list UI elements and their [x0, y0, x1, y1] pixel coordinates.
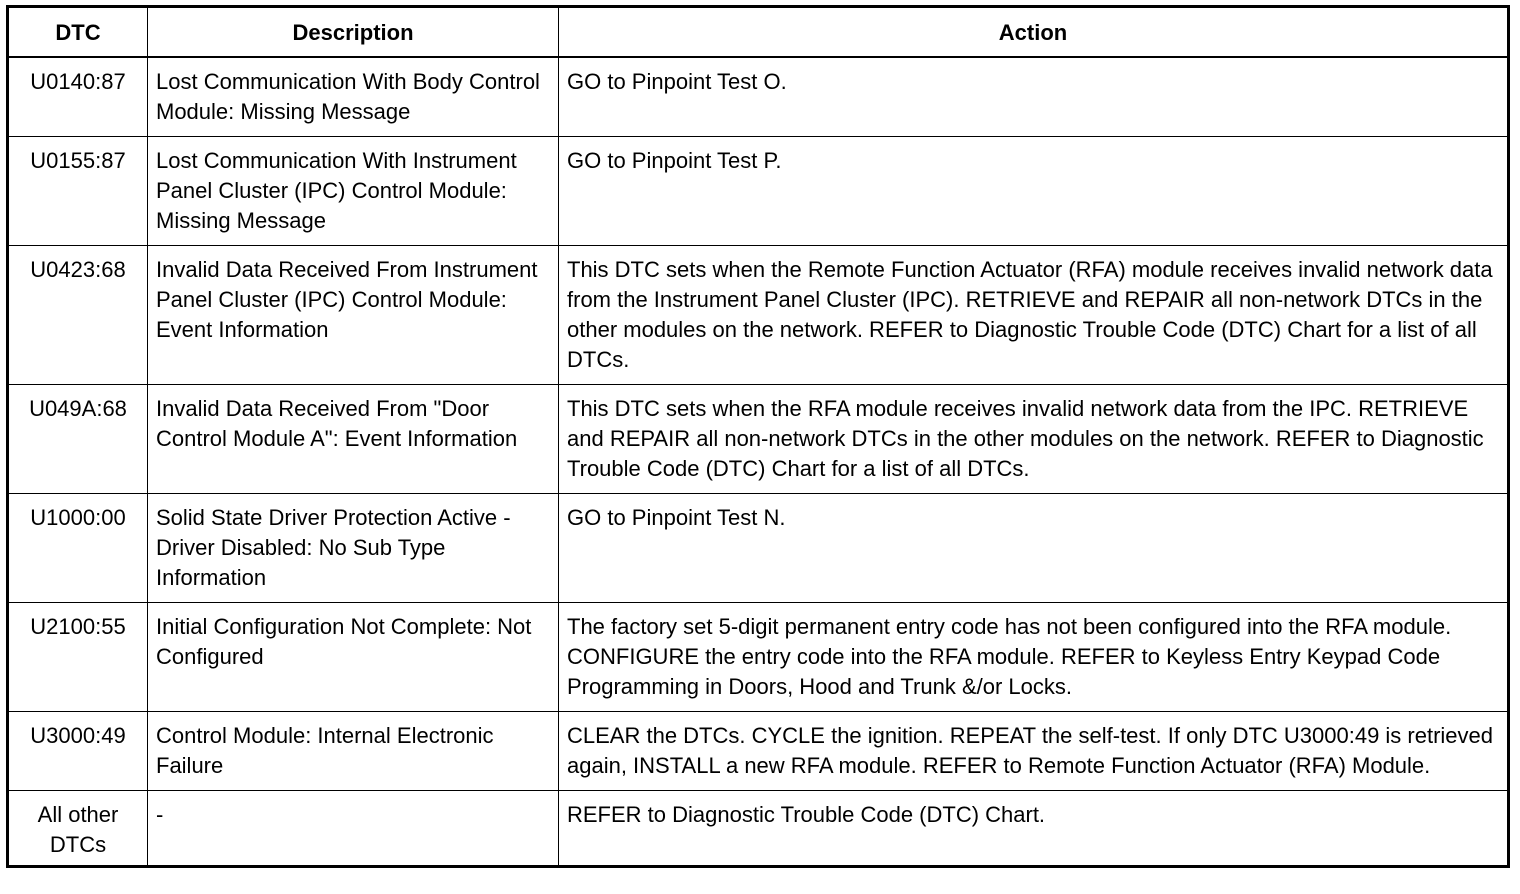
dtc-code: U0423:68	[8, 246, 148, 385]
dtc-code: U0155:87	[8, 137, 148, 246]
dtc-description: Invalid Data Received From Instrument Panel Cluster (IPC) Control Module: Event Information	[148, 246, 559, 385]
header-dtc: DTC	[8, 7, 148, 58]
dtc-action: This DTC sets when the RFA module receives invalid network data from the IPC. RETRIEVE and REPAIR all non-network DTCs in the other modules on the network. REFER to Diagnostic Trouble Code (DTC) Chart for a list of all DTCs.	[559, 385, 1509, 494]
dtc-description: Control Module: Internal Electronic Failure	[148, 712, 559, 791]
dtc-code: All other DTCs	[8, 791, 148, 867]
dtc-description: Lost Communication With Body Control Module: Missing Message	[148, 57, 559, 137]
table-row	[8, 791, 1509, 867]
dtc-description: Invalid Data Received From "Door Control Module A": Event Information	[148, 385, 559, 494]
dtc-action: CLEAR the DTCs. CYCLE the ignition. REPEAT the self-test. If only DTC U3000:49 is retrieved again, INSTALL a new RFA module. REFER to Remote Function Actuator (RFA) Module.	[559, 712, 1509, 791]
dtc-code: U2100:55	[8, 603, 148, 712]
table-body	[8, 57, 1509, 867]
dtc-action: GO to Pinpoint Test P.	[559, 137, 1509, 246]
table-row	[8, 137, 1509, 246]
dtc-table	[6, 5, 1510, 868]
dtc-action: REFER to Diagnostic Trouble Code (DTC) Chart.	[559, 791, 1509, 867]
header-description: Description	[148, 7, 559, 58]
dtc-code: U3000:49	[8, 712, 148, 791]
dtc-code: U0140:87	[8, 57, 148, 137]
table-row	[8, 385, 1509, 494]
dtc-action: The factory set 5-digit permanent entry code has not been configured into the RFA module. CONFIGURE the entry code into the RFA module. REFER to Keyless Entry Keypad Code Programming in Doors, Hood and Trunk &/or Locks.	[559, 603, 1509, 712]
table-row	[8, 57, 1509, 137]
dtc-action: This DTC sets when the Remote Function Actuator (RFA) module receives invalid network data from the Instrument Panel Cluster (IPC). RETRIEVE and REPAIR all non-network DTCs in the other modules on the network. REFER to Diagnostic Trouble Code (DTC) Chart for a list of all DTCs.	[559, 246, 1509, 385]
dtc-description: Initial Configuration Not Complete: Not Configured	[148, 603, 559, 712]
table-row	[8, 712, 1509, 791]
dtc-description: Solid State Driver Protection Active - Driver Disabled: No Sub Type Information	[148, 494, 559, 603]
dtc-action: GO to Pinpoint Test O.	[559, 57, 1509, 137]
table-row	[8, 494, 1509, 603]
header-row	[8, 7, 1509, 58]
dtc-code: U049A:68	[8, 385, 148, 494]
dtc-description: -	[148, 791, 559, 867]
header-action: Action	[559, 7, 1509, 58]
table-header	[8, 7, 1509, 58]
dtc-description: Lost Communication With Instrument Panel Cluster (IPC) Control Module: Missing Message	[148, 137, 559, 246]
table-row	[8, 246, 1509, 385]
dtc-action: GO to Pinpoint Test N.	[559, 494, 1509, 603]
dtc-code: U1000:00	[8, 494, 148, 603]
table-row	[8, 603, 1509, 712]
